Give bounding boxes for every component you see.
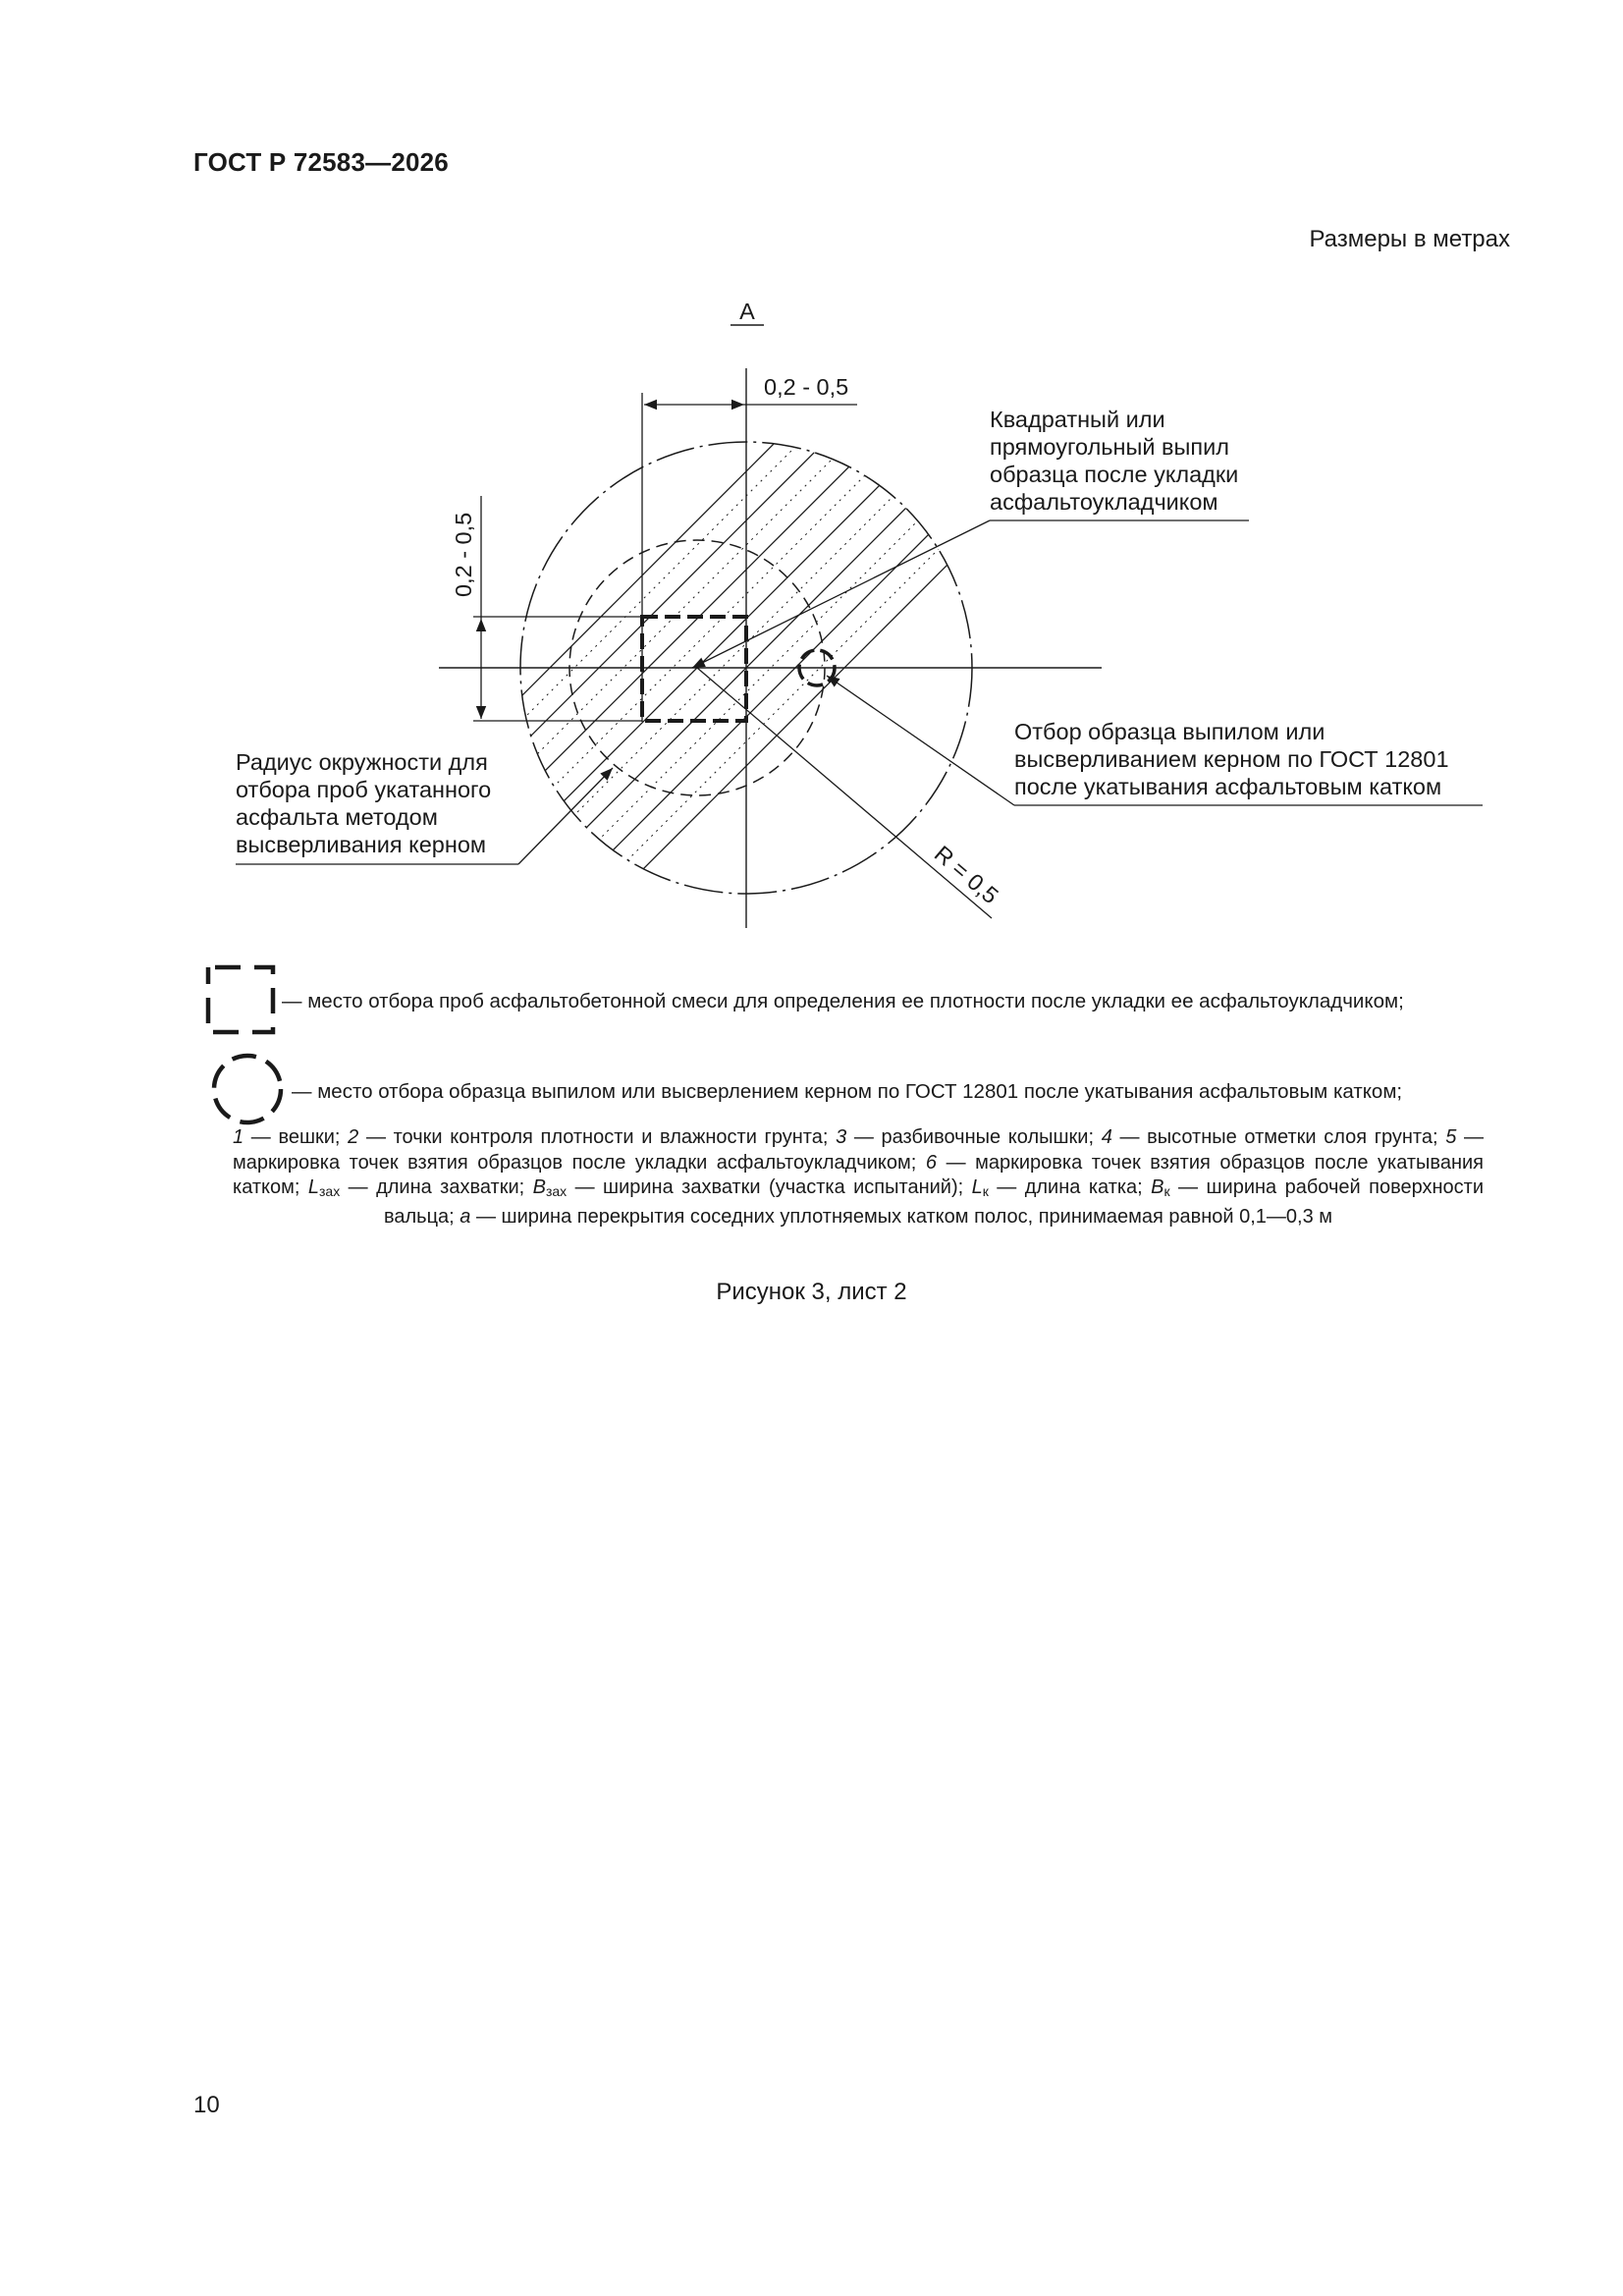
callout-square-text: Квадратный или прямоугольный выпил образца после укладки асфальтоукладчиком — [990, 407, 1239, 515]
view-label: А — [739, 299, 755, 324]
standard-code: ГОСТ Р 72583—2026 — [193, 147, 449, 177]
dim-h-label: 0,2 - 0,5 — [764, 374, 849, 400]
callout-square-leader — [692, 520, 990, 668]
callout-radius-text: Радиус окружности для отбора проб укатанного асфальта методом высверливания керном — [236, 749, 492, 857]
callout-core-leader — [827, 676, 1014, 805]
page-number: 10 — [193, 2092, 220, 2118]
legend-square-symbol — [208, 967, 273, 1032]
legend-circle-text: — место отбора образца выпилом или высверлением керном по ГОСТ 12801 после укатывания асфальтовым катком; — [292, 1080, 1403, 1103]
callout-core-text: Отбор образца выпилом или высверливанием керном по ГОСТ 12801 после укатывания асфальтовым катком — [1014, 719, 1449, 799]
figure-notes: 1 — вешки; 2 — точки контроля плотности и влажности грунта; 3 — разбивочные колышки; 4 — высотные отметки слоя грунта; 5 — маркировка точек взятия образцов после укладки асфальтоукладчиком; 6 — маркировка точек взятия образцов после укатывания катком; $L_{зах}$ — длина захватки; $B_{зах}$ — ширина захватки (участка испытаний); $L_к$ — длина катка; $B_к$ — ширина рабочей поверхности вальца; a — ширина перекрытия соседних уплотняемых катком полос, принимаемая равной 0,1—0,3 м — [233, 1126, 1485, 1228]
dim-v-label: 0,2 - 0,5 — [451, 512, 476, 597]
legend-square-text: — место отбора проб асфальтобетонной смеси для определения ее плотности после укладки ее асфальтоукладчиком; — [282, 990, 1404, 1012]
units-note: Размеры в метрах — [1309, 226, 1510, 252]
radius-leader — [697, 668, 992, 918]
square-sample-outline — [642, 617, 746, 721]
radius-label: R = 0,5 — [929, 841, 1003, 909]
legend-circle-symbol — [214, 1056, 281, 1122]
figure-caption: Рисунок 3, лист 2 — [716, 1279, 907, 1305]
